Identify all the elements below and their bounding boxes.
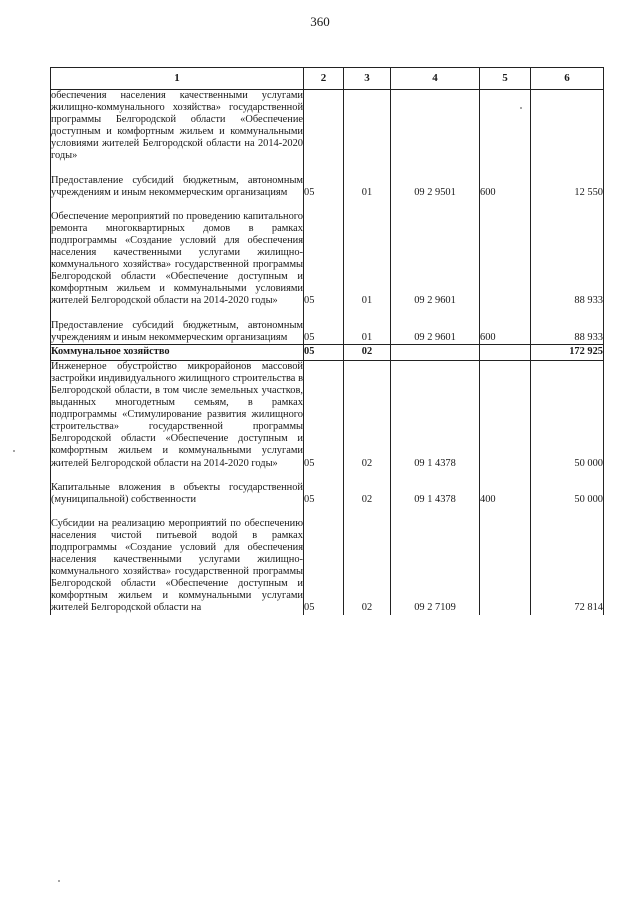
row-name: Обеспечение мероприятий по проведению капитального ремонта многоквартирных домов в рамках подпрограммы «Создание условий для обеспечения населения качественными услугами жилищно-коммунального хозяйства» государственной программы Белгородской области «Обеспечение доступным и комфортным жильем и коммунальными условиями жителей Белгородской области на 2014-2020 годы»: [51, 210, 303, 307]
row-csr: 09 1 4378: [391, 482, 480, 506]
table-row: [51, 175, 604, 199]
row-rz: 05: [304, 482, 344, 506]
row-pr: 01: [344, 211, 391, 308]
table-row: [51, 518, 604, 615]
row-vr: [480, 518, 531, 615]
row-name: Предоставление субсидий бюджетным, автономным учреждениям и иным некоммерческим организациям: [51, 319, 303, 343]
row-sum: 88 933: [531, 320, 604, 345]
row-vr: 400: [480, 482, 531, 506]
scan-speck: [520, 107, 522, 109]
col-header-5: 5: [480, 68, 531, 90]
section-row: [51, 344, 604, 360]
row-sum: 72 814: [531, 518, 604, 615]
row-csr: 09 2 9601: [391, 320, 480, 345]
budget-table: [50, 67, 604, 615]
row-name: обеспечения населения качественными услугами жилищно-коммунального хозяйства» государственной программы Белгородской области «Обеспечение доступным и комфортным жильем и коммунальными условиями жителей Белгородской области на 2014-2020 годы»: [51, 90, 303, 162]
row-sum: 50 000: [531, 360, 604, 469]
table-row: [51, 211, 604, 308]
row-rz: 05: [304, 344, 344, 360]
row-csr: 09 2 9501: [391, 175, 480, 199]
page-number: 360: [310, 14, 330, 29]
col-header-1: 1: [51, 68, 304, 90]
row-vr: 600: [480, 320, 531, 345]
row-vr: [480, 90, 531, 163]
row-rz: [304, 90, 344, 163]
row-vr: [480, 211, 531, 308]
row-name: Капитальные вложения в объекты государственной (муниципальной) собственности: [51, 481, 303, 505]
row-name: Субсидии на реализацию мероприятий по обеспечению населения чистой питьевой водой в рамках подпрограммы «Создание условий для обеспечения населения качественными услугами жилищно-коммунального хозяйства» государственной программы Белгородской области «Обеспечение доступным и комфортным жильем и коммунальными услугами жителей Белгородской области на: [51, 517, 303, 614]
col-header-4: 4: [391, 68, 480, 90]
table-row: [51, 90, 604, 163]
row-vr: 600: [480, 175, 531, 199]
col-header-3: 3: [344, 68, 391, 90]
row-pr: 02: [344, 518, 391, 615]
row-vr: [480, 360, 531, 469]
header-row: [51, 68, 604, 90]
row-pr: 01: [344, 320, 391, 345]
row-csr: [391, 90, 480, 163]
col-header-2: 2: [304, 68, 344, 90]
row-sum: 12 550: [531, 175, 604, 199]
row-rz: 05: [304, 175, 344, 199]
table-row: [51, 360, 604, 469]
row-sum: 88 933: [531, 211, 604, 308]
row-rz: 05: [304, 360, 344, 469]
row-name: Предоставление субсидий бюджетным, автономным учреждениям и иным некоммерческим организациям: [51, 174, 303, 198]
row-rz: 05: [304, 211, 344, 308]
table-row: [51, 482, 604, 506]
row-sum: [531, 90, 604, 163]
table-row: [51, 320, 604, 345]
row-csr: 09 2 7109: [391, 518, 480, 615]
row-csr: 09 2 9601: [391, 211, 480, 308]
row-csr: [391, 344, 480, 360]
row-pr: 01: [344, 175, 391, 199]
col-header-6: 6: [531, 68, 604, 90]
row-rz: 05: [304, 518, 344, 615]
scan-speck: [13, 450, 15, 452]
section-name: Коммунальное хозяйство: [51, 344, 304, 360]
row-pr: 02: [344, 360, 391, 469]
row-vr: [480, 344, 531, 360]
row-csr: 09 1 4378: [391, 360, 480, 469]
row-sum: 172 925: [531, 344, 604, 360]
scan-speck: [58, 880, 60, 882]
row-name: Инженерное обустройство микрорайонов массовой застройки индивидуального жилищного строительства в Белгородской области, в том числе земельных участков, выданных многодетным семьям, в рамках подпрограммы «Стимулирование развития жилищного строительства» государственной программы Белгородской области «Обеспечение доступным и комфортным жильем и коммунальными услугами жителей Белгородской области на 2014-2020 годы»: [51, 360, 303, 469]
row-sum: 50 000: [531, 482, 604, 506]
row-rz: 05: [304, 320, 344, 345]
row-pr: 02: [344, 482, 391, 506]
row-pr: 02: [344, 344, 391, 360]
row-pr: [344, 90, 391, 163]
